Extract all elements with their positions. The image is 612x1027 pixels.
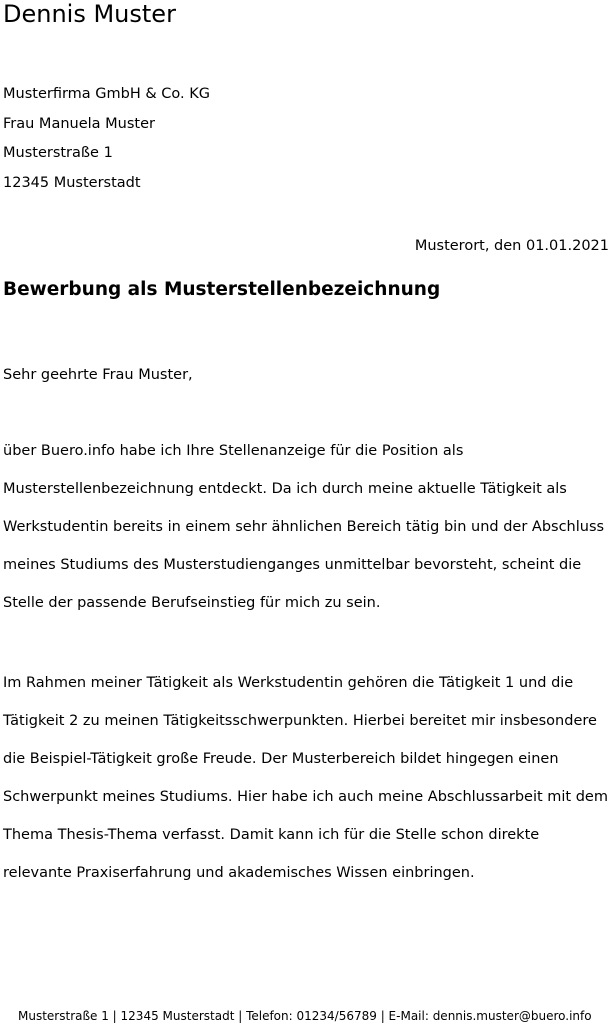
recipient-address [3, 80, 210, 198]
paragraph-line: Im Rahmen meiner Tätigkeit als Werkstudentin gehören die Tätigkeit 1 und die [3, 675, 574, 691]
date-line: Musterort, den 01.01.2021 [414, 238, 609, 254]
paragraph-line: Thema Thesis-Thema verfasst. Damit kann ich für die Stelle schon direkte [3, 827, 540, 843]
paragraph-line: Schwerpunkt meines Studiums. Hier habe ich auch meine Abschlussarbeit mit dem [3, 789, 608, 805]
body-paragraph-2 [3, 664, 608, 892]
footer-contact-line: Musterstraße 1 | 12345 Musterstadt | Telefon: 01234/56789 | E-Mail: dennis.muster@buero.info [18, 1009, 592, 1023]
paragraph-line: Stelle der passende Berufseinstieg für mich zu sein. [3, 595, 381, 611]
paragraph-line: über Buero.info habe ich Ihre Stellenanzeige für die Position als [3, 443, 464, 459]
paragraph-line: Tätigkeit 2 zu meinen Tätigkeitsschwerpunkten. Hierbei bereitet mir insbesondere [3, 713, 597, 729]
recipient-street: Musterstraße 1 [3, 145, 113, 161]
paragraph-line: die Beispiel-Tätigkeit große Freude. Der Musterbereich bildet hingegen einen [3, 751, 559, 767]
subject-line: Bewerbung als Musterstellenbezeichnung [3, 279, 441, 300]
recipient-company: Musterfirma GmbH & Co. KG [3, 86, 210, 102]
paragraph-line: relevante Praxiserfahrung und akademisches Wissen einbringen. [3, 865, 475, 881]
salutation: Sehr geehrte Frau Muster, [3, 367, 193, 383]
recipient-contact: Frau Manuela Muster [3, 115, 155, 132]
recipient-city: 12345 Musterstadt [3, 174, 141, 191]
sender-name: Dennis Muster [3, 0, 176, 28]
paragraph-line: Musterstellenbezeichnung entdeckt. Da ich durch meine aktuelle Tätigkeit als [3, 481, 567, 497]
body-paragraph-1 [3, 432, 604, 622]
paragraph-line: Werkstudentin bereits in einem sehr ähnlichen Bereich tätig bin und der Abschluss [3, 519, 605, 535]
paragraph-line: meines Studiums des Musterstudienganges unmittelbar bevorsteht, scheint die [3, 557, 582, 573]
